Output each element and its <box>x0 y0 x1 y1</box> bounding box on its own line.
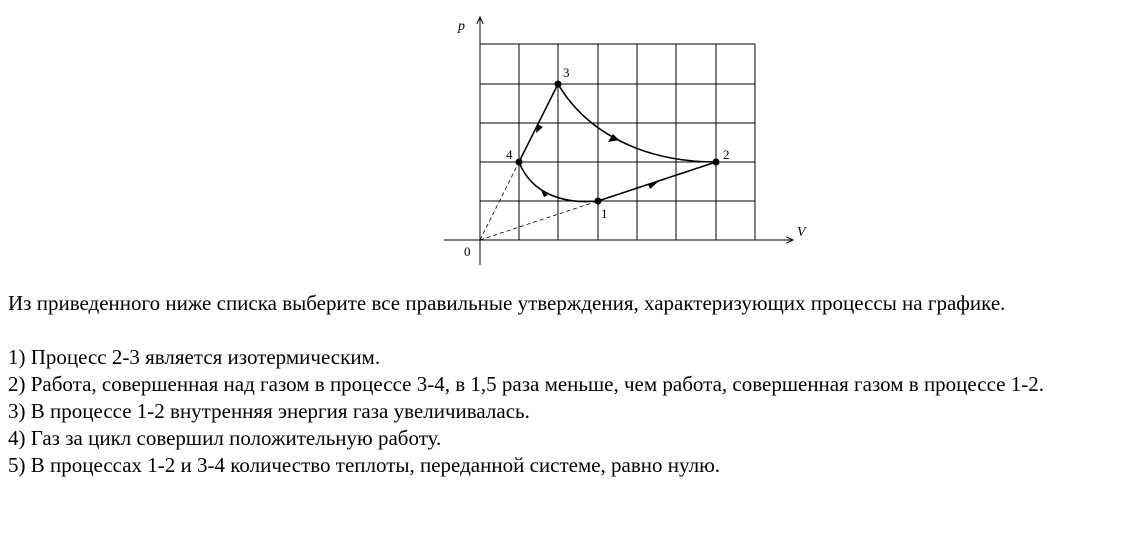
option-4: 4) Газ за цикл совершил положительную работу. <box>8 426 442 450</box>
point-1 <box>595 198 602 205</box>
dashed-line-origin-1 <box>480 201 598 240</box>
point-4-label: 4 <box>506 147 513 162</box>
p-axis-label: p <box>458 19 465 34</box>
origin-label: 0 <box>464 244 471 259</box>
grid <box>480 44 755 240</box>
point-2-label: 2 <box>723 147 730 162</box>
point-4 <box>516 159 523 166</box>
option-3: 3) В процессе 1-2 внутренняя энергия газа увеличивалась. <box>8 399 530 423</box>
point-3 <box>555 81 562 88</box>
point-2 <box>713 159 720 166</box>
option-5: 5) В процессах 1-2 и 3-4 количество теплоты, переданной системе, равно нулю. <box>8 453 721 477</box>
arrow-3-4 <box>536 124 543 133</box>
point-1-label: 1 <box>601 206 608 221</box>
process-1-2 <box>598 162 716 201</box>
option-1: 1) Процесс 2-3 является изотермическим. <box>8 345 381 369</box>
v-axis-label: V <box>797 225 806 240</box>
question-text: Из приведенного ниже списка выберите все правильные утверждения, характеризующих процессы на графике. <box>8 291 1006 315</box>
option-2: 2) Работа, совершенная над газом в процессе 3-4, в 1,5 раза меньше, чем работа, совершенная газом в процессе 1-2. <box>8 372 1044 396</box>
task-text <box>8 290 1108 479</box>
point-3-label: 3 <box>563 65 570 80</box>
